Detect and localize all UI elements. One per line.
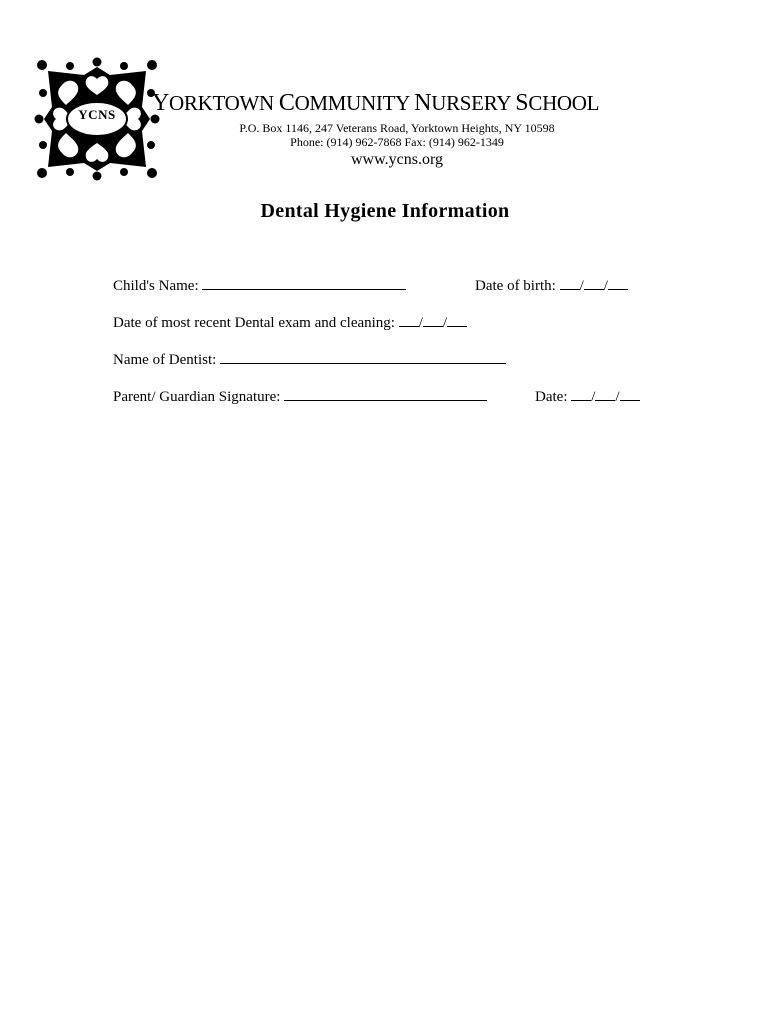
- exam-month-line[interactable]: [399, 313, 419, 327]
- school-phone: Phone: (914) 962-7868 Fax: (914) 962-1349: [290, 135, 504, 149]
- signature-line[interactable]: [284, 387, 487, 401]
- dob-label: Date of birth:: [475, 278, 556, 294]
- exam-date-label: Date of most recent Dental exam and cleaning:: [113, 315, 395, 331]
- dob-month-line[interactable]: [560, 276, 580, 290]
- dob-field: [475, 276, 628, 295]
- date-slash: /: [591, 389, 596, 405]
- date-slash: /: [603, 278, 608, 294]
- childs-name-label: Child's Name:: [113, 278, 199, 294]
- signature-label: Parent/ Guardian Signature:: [113, 389, 281, 405]
- exam-date-field: [113, 313, 467, 332]
- date-slash: /: [418, 315, 423, 331]
- form-title: Dental Hygiene Information: [260, 200, 510, 222]
- dentist-label: Name of Dentist:: [113, 352, 217, 368]
- date-slash: /: [579, 278, 584, 294]
- sig-day-line[interactable]: [595, 387, 615, 401]
- dentist-line[interactable]: [220, 350, 506, 364]
- sig-year-line[interactable]: [620, 387, 640, 401]
- signature-date-field: [535, 387, 640, 406]
- sig-month-line[interactable]: [571, 387, 591, 401]
- childs-name-line[interactable]: [202, 276, 406, 290]
- school-address: P.O. Box 1146, 247 Veterans Road, Yorktown Heights, NY 10598: [239, 121, 555, 135]
- logo-text: YCNS: [78, 107, 116, 122]
- childs-name-field: [113, 276, 406, 295]
- school-website: www.ycns.org: [351, 151, 443, 168]
- date-slash: /: [442, 315, 448, 331]
- exam-year-line[interactable]: [447, 313, 467, 327]
- signature-date-label: Date:: [535, 389, 568, 405]
- signature-field: [113, 387, 487, 406]
- school-logo: [34, 57, 160, 181]
- dob-day-line[interactable]: [584, 276, 604, 290]
- dentist-field: [113, 350, 506, 369]
- school-name: YORKTOWN COMMUNITY NURSERY SCHOOL: [152, 90, 600, 116]
- exam-day-line[interactable]: [423, 313, 443, 327]
- date-slash: /: [615, 389, 620, 405]
- dob-year-line[interactable]: [608, 276, 628, 290]
